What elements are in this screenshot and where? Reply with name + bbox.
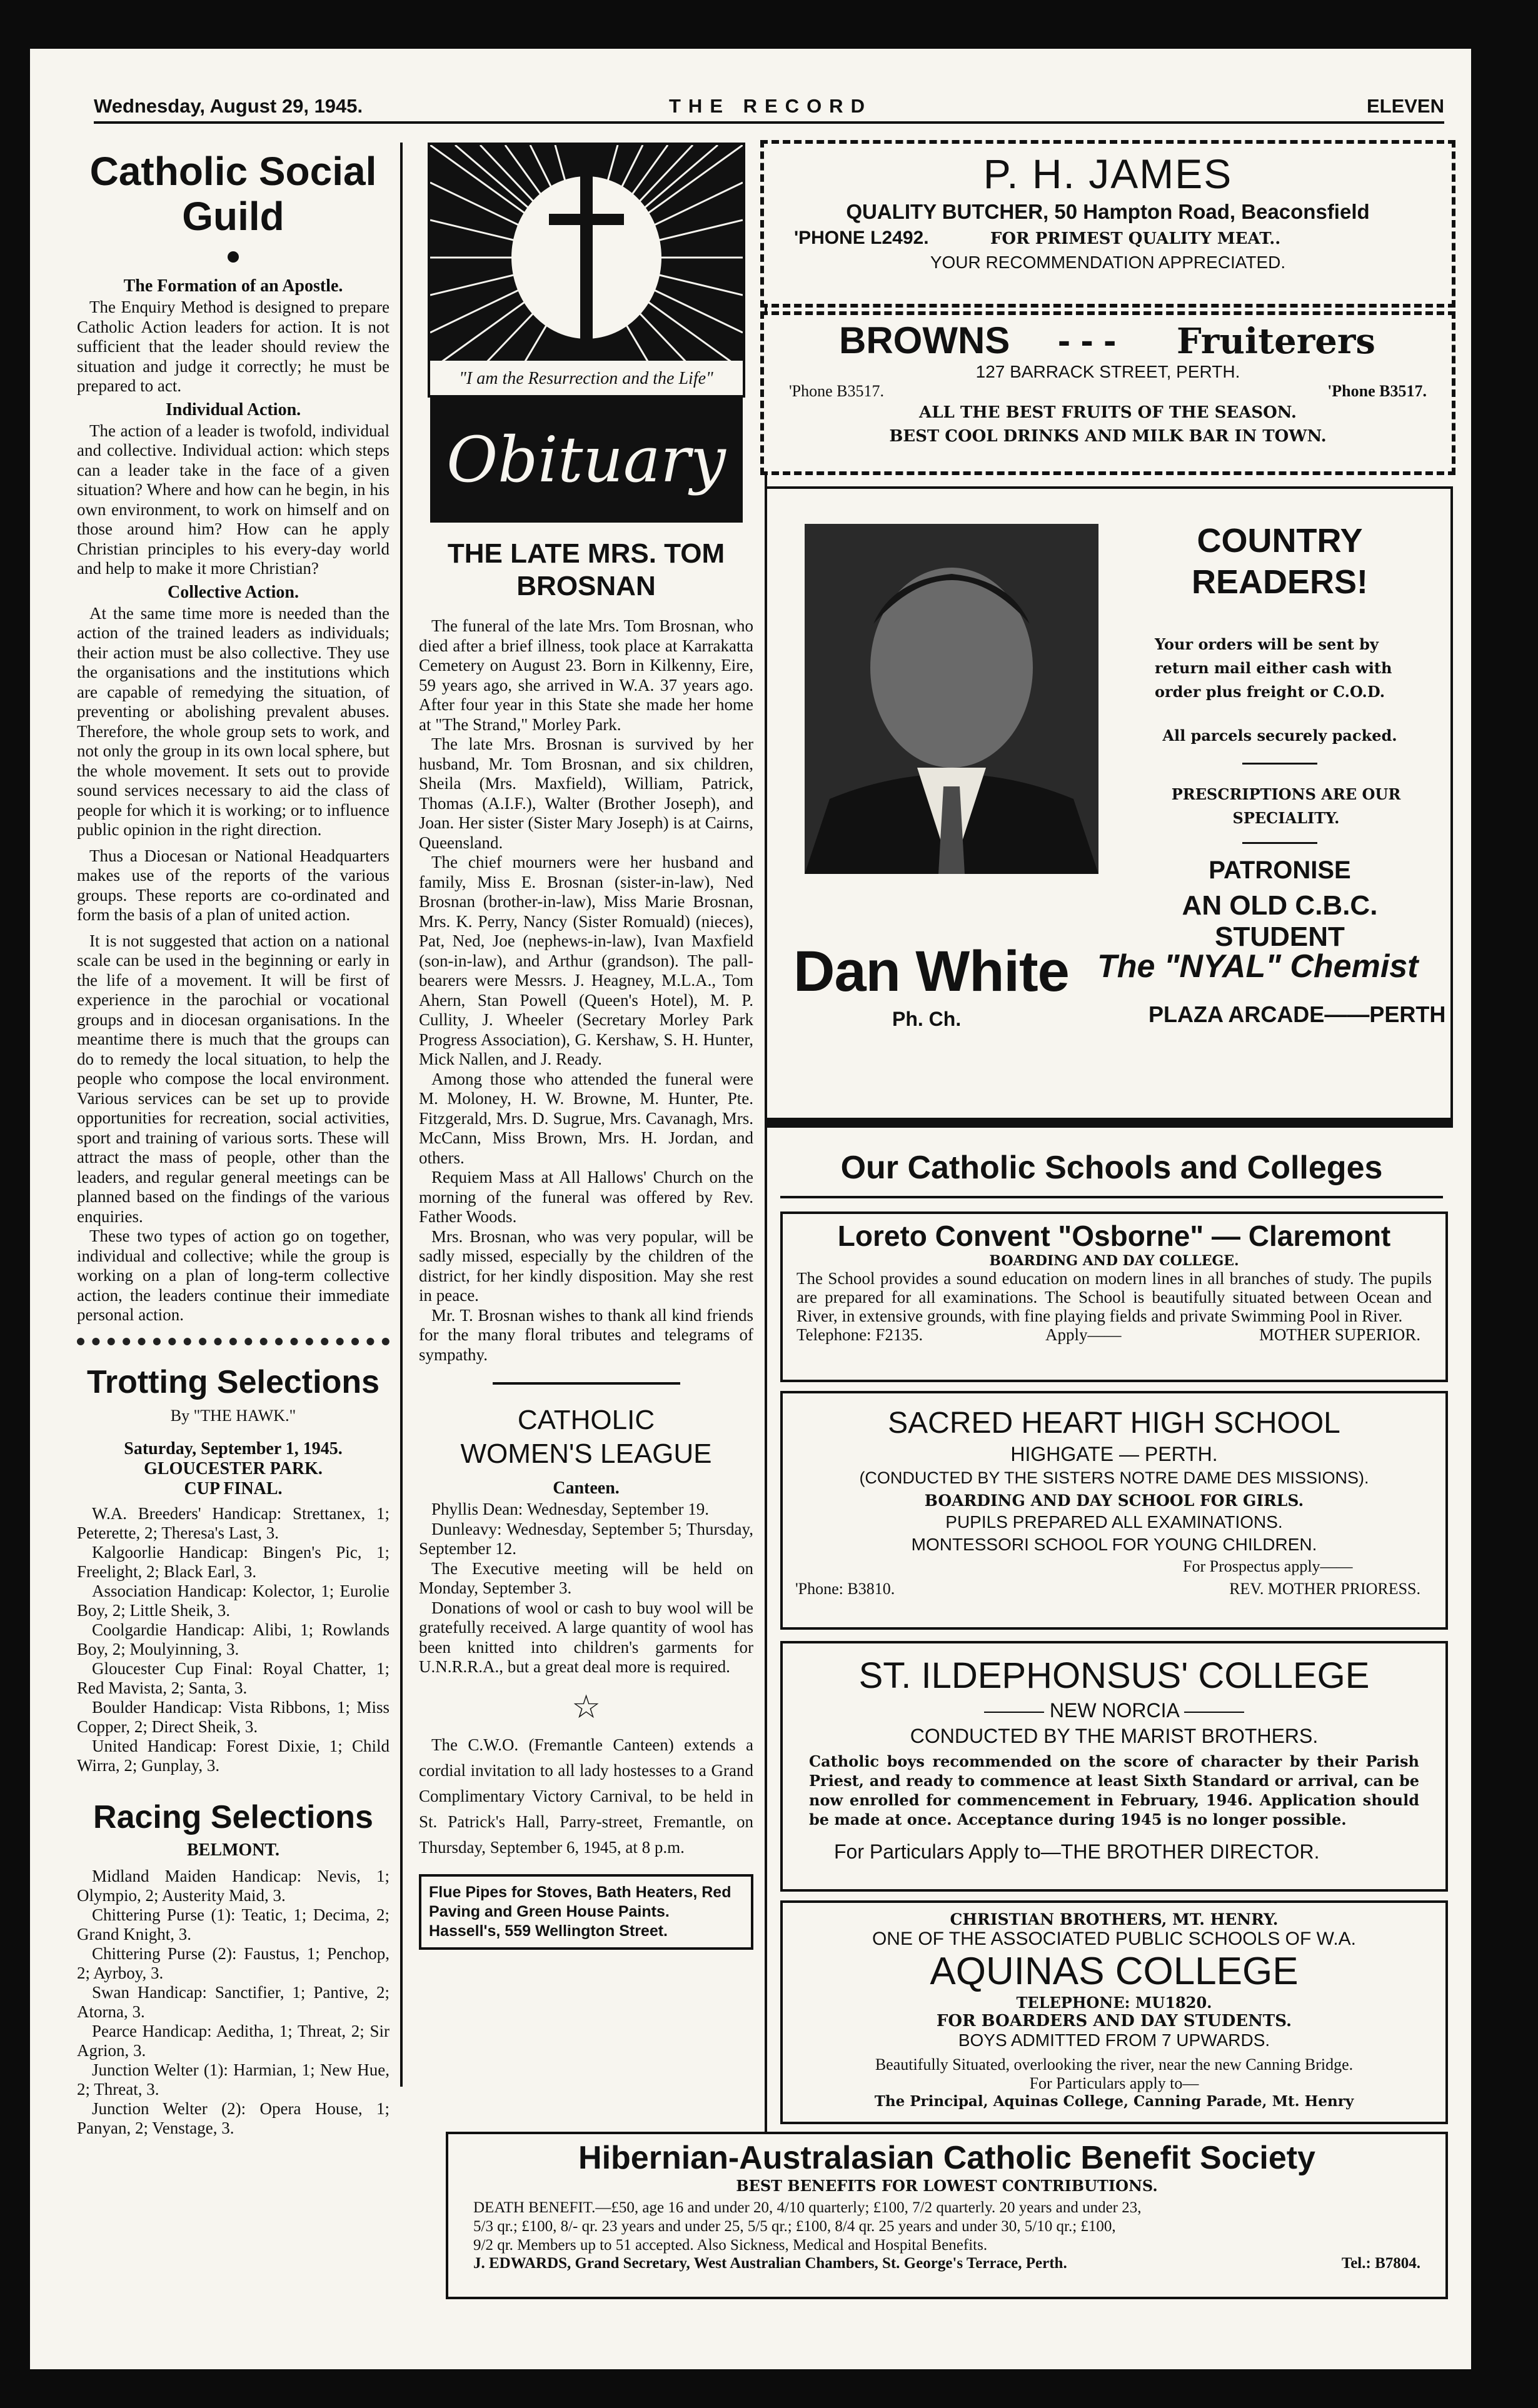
browns-line2: BEST COOL DRINKS AND MILK BAR IN TOWN. — [889, 427, 1327, 446]
cwl-paragraph: The Executive meeting will be held on Monday, September 3. — [419, 1558, 753, 1597]
aquinas-telephone: TELEPHONE: MU1820. — [1016, 1994, 1212, 2012]
racing-venue: BELMONT. — [186, 1840, 280, 1860]
hibernian-benefits — [448, 2195, 1445, 2255]
st-ildephonsus-ad — [780, 1641, 1448, 1892]
loreto-subtitle: BOARDING AND DAY COLLEGE. — [989, 1253, 1239, 1269]
divider — [1242, 763, 1317, 765]
cwl-paragraph: The C.W.O. (Fremantle Canteen) extends a cordial invitation to all lady hostesses to a Grand Complimentary Victory Carnival, to be held in St. Patrick's Hall, Parry-street, Fremantle, on Thursday, September 6, 1945, at 8 p.m. — [419, 1735, 753, 1857]
dan-white-credentials: Ph. Ch. — [892, 1008, 962, 1030]
dan-white-name: Dan White — [793, 940, 1069, 1003]
sunburst-image — [430, 145, 743, 395]
dan-white-orders: Your orders will be sent by return mail either cash with order plus freight or C.O.D. — [1155, 635, 1392, 701]
page-number: ELEVEN — [1366, 95, 1444, 117]
section-divider — [77, 1338, 390, 1354]
hibernian-ad — [446, 2132, 1448, 2299]
selection-line: Pearce Handicap: Aeditha, 1; Threat, 2; Sir Agrion, 3. — [77, 2021, 390, 2060]
loreto-ad — [780, 1212, 1448, 1382]
selection-line: Association Handicap: Kolector, 1; Eurolie Boy, 2; Little Sheik, 3. — [77, 1581, 390, 1620]
selection-line: Chittering Purse (2): Faustus, 1; Penchop, 2; Ayrboy, 3. — [77, 1944, 390, 1982]
aquinas-ad — [780, 1900, 1448, 2124]
obituary-body — [419, 616, 753, 1365]
column-obituary — [419, 143, 753, 2368]
aquinas-title: AQUINAS COLLEGE — [930, 1950, 1299, 1993]
obituary-paragraph: Requiem Mass at All Hallows' Church on the morning of the funeral was offered by Rev. Father Woods. — [419, 1168, 753, 1226]
selection-line: Swan Handicap: Sanctifier, 1; Pantive, 2; Atorna, 3. — [77, 1982, 390, 2021]
browns-name: BROWNS — [839, 319, 1010, 361]
sacred-boarding: BOARDING AND DAY SCHOOL FOR GIRLS. — [924, 1492, 1304, 1510]
browns-phone-left: 'Phone B3517. — [789, 382, 885, 400]
obituary-paragraph: The funeral of the late Mrs. Tom Brosnan, who died after a brief illness, took place at Karrakatta Cemetery on August 23. Born in Kilkenny, Eire, 59 years ago, she arrived in W.A. 37 years ago. After four year in this State she made her home at "The Strand," Morley Park. — [419, 616, 753, 734]
obituary-paragraph: Among those who attended the funeral were M. Moloney, H. W. Browne, M. Hunter, Pte. Fitzgerald, Mrs. D. Sugrue, Mrs. Cavanagh, Mrs. McCann, Miss Brown, Mrs. H. Jordan, and others. — [419, 1069, 753, 1167]
hibernian-secretary: J. EDWARDS, Grand Secretary, West Australian Chambers, St. George's Terrace, Perth. — [473, 2255, 1067, 2272]
dan-white-parcels: All parcels securely packed. — [1162, 726, 1397, 745]
schools-rule — [780, 1196, 1443, 1198]
guild-paragraph: These two types of action go on together, individual and collective; while the group is working on a plan of long-term collective action, the leaders continue their immediate personal action. — [77, 1227, 390, 1324]
sacred-contact — [783, 1580, 1445, 1601]
trotting-title: Trotting Selections — [86, 1363, 380, 1400]
dan-white-address: PLAZA ARCADE——PERTH — [1148, 1001, 1446, 1027]
racing-title: Racing Selections — [93, 1798, 373, 1835]
trotting-byline: By "THE HAWK." — [170, 1406, 296, 1425]
dan-white-ad — [765, 486, 1453, 1128]
section-divider — [493, 1382, 680, 1385]
browns-heading — [764, 319, 1452, 362]
loreto-contact-name: MOTHER SUPERIOR. — [1259, 1325, 1420, 1344]
trotting-date: Saturday, September 1, 1945. — [124, 1438, 343, 1458]
cwl-paragraph: Phyllis Dean: Wednesday, September 19. — [431, 1500, 709, 1518]
selection-line: United Handicap: Forest Dixie, 1; Child Wirra, 2; Gunplay, 3. — [77, 1736, 390, 1775]
hibernian-line: 5/3 qr.; £100, 8/- qr. 23 years and under 25, 5/5 qr.; £100, 8/4 qr. 25 years and under 30, 5/10 qr.; £100, — [473, 2218, 1116, 2235]
hibernian-line: 9/2 qr. Members up to 51 accepted. Also Sickness, Medical and Hospital Benefits. — [473, 2237, 988, 2254]
aquinas-apply: For Particulars apply to— — [1029, 2074, 1199, 2092]
guild-paragraph: The Enquiry Method is designed to prepare Catholic Action leaders for action. It is not sufficient that the leader should review the situation and judge it correctly; he must be prepared to act. — [77, 298, 390, 395]
selection-line: Coolgardie Handicap: Alibi, 1; Rowlands Boy, 2; Moulyinning, 3. — [77, 1620, 390, 1658]
guild-paragraph: It is not suggested that action on a national scale can be used in the beginning or early in the life of a movement. It will be first of experience in the parochial or vocational groups and in diocesan organisations. In the meantime there is much that the groups can do to remedy the local situation, to help the people who compose the local environment. Various services can be set up to provide opportunities for recreation, social activities, sport and training of various sorts. These will attract the mass of people, other than the leaders, and regular general meetings can be planned based on the findings of the various enquiries. — [77, 931, 390, 1226]
sacred-conducted: (CONDUCTED BY THE SISTERS NOTRE DAME DES MISSIONS). — [859, 1468, 1369, 1487]
ad-bottom-rule — [767, 1118, 1450, 1125]
aquinas-principal: The Principal, Aquinas College, Canning Parade, Mt. Henry — [874, 2093, 1354, 2110]
james-address: QUALITY BUTCHER, 50 Hampton Road, Beaconsfield — [846, 200, 1370, 223]
sacred-phone: 'Phone: B3810. — [795, 1580, 895, 1598]
james-phone: 'PHONE L2492. — [794, 228, 929, 248]
portrait-image — [805, 524, 1098, 874]
obituary-paragraph: The chief mourners were her husband and family, Miss E. Brosnan (sister-in-law), Ned Brosnan (brother-in-law), Miss Marie Brosnan, Mrs. K. Perry, Nancy (Sister Romuald) (nieces), Pat, Ned, Joe (nephews-in-law), Ivan Maxfield (son-in-law), and Arthur (grandson). The pall-bearers were Messrs. J. Heagney, M.L.A., Tom Ahern, Stan Powell (Queen's Hotel), M. P. Cullity, J. Wheeler (Secretary Morley Park Progress Association), G. Kershaw, S. H. Hunter, Mick Nallen, and J. Ready. — [419, 853, 753, 1068]
hibernian-subtitle: BEST BENEFITS FOR LOWEST CONTRIBUTIONS. — [736, 2177, 1158, 2195]
browns-phones — [764, 382, 1452, 403]
trotting-venue: GLOUCESTER PARK. — [144, 1458, 323, 1478]
guild-paragraph: At the same time more is needed than the action of the trained leaders as individuals; their action must be also collective. They use the organisations and the institutions which are capable of remedying the situation, of preventing or abolishing prevalent abuses. Therefore, the whole group sets to work, and not only the group in its own local sphere, but the whole movement. It sets out to provide sound services necessary to aid the class of people for which it is working; or to influence public opinion in the right direction. — [77, 603, 390, 839]
ph-james-ad — [760, 140, 1455, 308]
trotting-event: CUP FINAL. — [184, 1478, 283, 1498]
aquinas-brothers: CHRISTIAN BROTHERS, MT. HENRY. — [950, 1910, 1279, 1929]
sacred-montessori: MONTESSORI SCHOOL FOR YOUNG CHILDREN. — [911, 1535, 1317, 1554]
guild-title: Catholic Social Guild — [89, 149, 377, 239]
star-icon: ☆ — [571, 1689, 601, 1725]
ildephonsus-location: ——— NEW NORCIA ——— — [983, 1699, 1244, 1722]
selection-line: Midland Maiden Handicap: Nevis, 1; Olympio, 2; Austerity Maid, 3. — [77, 1866, 390, 1905]
cwl-paragraph: Dunleavy: Wednesday, September 5; Thursday, September 12. — [419, 1519, 753, 1558]
guild-subtitle: The Formation of an Apostle. — [123, 276, 343, 296]
browns-address: 127 BARRACK STREET, PERTH. — [975, 362, 1240, 381]
selection-line: Chittering Purse (1): Teatic, 1; Decima, 2; Grand Knight, 3. — [77, 1905, 390, 1944]
sacred-heart-ad — [780, 1391, 1448, 1630]
browns-dashes: - - - — [1057, 319, 1117, 361]
obituary-paragraph: Mr. T. Brosnan wishes to thank all kind friends for the many floral tributes and telegrams of sympathy. — [419, 1305, 753, 1364]
resurrection-cut — [428, 143, 745, 398]
ildephonsus-conducted: CONDUCTED BY THE MARIST BROTHERS. — [910, 1725, 1319, 1747]
browns-phone-right: 'Phone B3517. — [1327, 382, 1427, 400]
column-guild-selections — [77, 143, 390, 2368]
cwl-title: CATHOLIC WOMEN'S LEAGUE — [460, 1405, 712, 1469]
sacred-title: SACRED HEART HIGH SCHOOL — [888, 1407, 1340, 1440]
loreto-apply: Apply—— — [1045, 1325, 1122, 1344]
sacred-exams: PUPILS PREPARED ALL EXAMINATIONS. — [945, 1512, 1283, 1532]
masthead: THE RECORD — [669, 95, 872, 117]
selection-line: Kalgoorlie Handicap: Bingen's Pic, 1; Freelight, 2; Black Earl, 3. — [77, 1542, 390, 1581]
aquinas-admitted: BOYS ADMITTED FROM 7 UPWARDS. — [958, 2030, 1270, 2050]
james-name: P. H. JAMES — [983, 151, 1233, 197]
selection-line: Boulder Handicap: Vista Ribbons, 1; Miss Copper, 2; Direct Sheik, 3. — [77, 1697, 390, 1736]
ildephonsus-body: Catholic boys recommended on the score of character by their Parish Priest, and ready to commence at least Sixth Standard or arrival, can be now enrolled for commencement in February, 1946. Application should be made at once. Acceptance during 1945 is no longer possible. — [809, 1752, 1419, 1829]
dan-white-portrait — [805, 524, 1098, 874]
dan-white-brand: The "NYAL" Chemist — [1097, 948, 1419, 985]
james-phone-line — [764, 228, 1452, 249]
aquinas-associated: ONE OF THE ASSOCIATED PUBLIC SCHOOLS OF W.A. — [872, 1929, 1357, 1949]
obituary-banner: Obituary — [430, 398, 743, 523]
guild-paragraph: The action of a leader is twofold, individual and collective. Individual action: which steps can a leader take in the face of a given situation? Where and how can he begin, in his own environment, to work on himself and on those around him? How can he apply Christian principles to his every-day world and help to make it more Christian? — [77, 421, 390, 578]
loreto-contact — [783, 1325, 1445, 1344]
bullet-dot — [228, 251, 239, 263]
guild-heading: Individual Action. — [165, 399, 301, 419]
selection-line: W.A. Breeders' Handicap: Strettanex, 1; Peterette, 2; Theresa's Last, 3. — [77, 1503, 390, 1542]
divider — [1242, 842, 1317, 844]
loreto-tel: Telephone: F2135. — [797, 1325, 923, 1344]
ildephonsus-title: ST. ILDEPHONSUS' COLLEGE — [858, 1655, 1370, 1696]
obituary-paragraph: Mrs. Brosnan, who was very popular, will be sadly missed, especially by the children of the district, for her kindly disposition. May she rest in peace. — [419, 1227, 753, 1305]
flue-pipes-ad: Flue Pipes for Stoves, Bath Heaters, Red Paving and Green House Paints. Hassell's, 559 Wellington Street. — [419, 1874, 753, 1950]
hibernian-secretary-line — [448, 2255, 1445, 2275]
sacred-contact-name: REV. MOTHER PRIORESS. — [1229, 1580, 1420, 1598]
dan-white-cbc: AN OLD C.B.C. STUDENT — [1182, 890, 1378, 952]
sacred-prospectus: For Prospectus apply—— — [1183, 1557, 1353, 1575]
country-readers-heading: COUNTRY READERS! — [1191, 522, 1369, 601]
sacred-location: HIGHGATE — PERTH. — [1010, 1443, 1218, 1465]
selection-line: Junction Welter (2): Opera House, 1; Panyan, 2; Venstage, 3. — [77, 2099, 390, 2137]
guild-heading: Collective Action. — [168, 582, 299, 602]
cwl-subtitle: Canteen. — [553, 1478, 620, 1498]
dan-white-patronise: PATRONISE — [1209, 856, 1351, 884]
resurrection-caption: "I am the Resurrection and the Life" — [459, 369, 713, 388]
page-header — [94, 91, 1444, 124]
loreto-body: The School provides a sound education on modern lines in all branches of study. The pupils are prepared for all examinations. The School is beautifully situated between Ocean and River, in extensive grounds, with fine playing fields and private Swimming Pool in River. — [797, 1269, 1432, 1325]
james-footer: YOUR RECOMMENDATION APPRECIATED. — [930, 253, 1286, 272]
browns-trade: Fruiterers — [1176, 321, 1375, 362]
cwl-paragraph: Donations of wool or cash to buy wool will be gratefully received. A large quantity of wool has been knitted into children's garments for U.N.R.R.A., but a great deal more is required. — [419, 1598, 753, 1676]
selection-line: Junction Welter (1): Harmian, 1; New Hue, 2; Threat, 3. — [77, 2060, 390, 2099]
obituary-paragraph: The late Mrs. Brosnan is survived by her husband, Mr. Tom Brosnan, and six children, Sheila (Mrs. Maxfield), William, Patrick, Thomas (A.I.F.), Walter (Brother Joseph), and Joan. Her sister (Sister Mary Joseph) is at Cairns, Queensland. — [419, 735, 753, 852]
aquinas-situated: Beautifully Situated, overlooking the river, near the new Canning Bridge. — [875, 2055, 1354, 2074]
column-rule — [400, 143, 403, 2087]
james-slogan: FOR PRIMEST QUALITY MEAT.. — [990, 229, 1281, 248]
hibernian-line: DEATH BENEFIT.—£50, age 16 and under 20, 4/10 quarterly; £100, 7/2 quarterly. 20 years and under 23, — [473, 2199, 1142, 2216]
ildephonsus-apply: For Particulars Apply to—THE BROTHER DIRECTOR. — [834, 1840, 1320, 1863]
aquinas-students: FOR BOARDERS AND DAY STUDENTS. — [936, 2012, 1292, 2030]
hibernian-title: Hibernian-Australasian Catholic Benefit Society — [578, 2140, 1315, 2176]
selection-line: Gloucester Cup Final: Royal Chatter, 1; Red Mavista, 2; Santa, 3. — [77, 1658, 390, 1697]
obituary-headline: THE LATE MRS. TOM BROSNAN — [447, 538, 725, 601]
hibernian-tel: Tel.: B7804. — [1341, 2255, 1420, 2272]
browns-ad — [760, 311, 1455, 475]
loreto-title: Loreto Convent "Osborne" — Claremont — [837, 1220, 1391, 1252]
issue-date: Wednesday, August 29, 1945. — [94, 95, 363, 117]
newspaper-page — [30, 49, 1471, 2369]
schools-title: Our Catholic Schools and Colleges — [840, 1150, 1383, 1186]
browns-line1: ALL THE BEST FRUITS OF THE SEASON. — [919, 403, 1297, 422]
guild-paragraph: Thus a Diocesan or National Headquarters makes use of the reports of the various groups. These reports are co-ordinated and form the basis of a plan of united action. — [77, 846, 390, 924]
dan-white-prescriptions: PRESCRIPTIONS ARE OUR SPECIALITY. — [1171, 785, 1401, 827]
